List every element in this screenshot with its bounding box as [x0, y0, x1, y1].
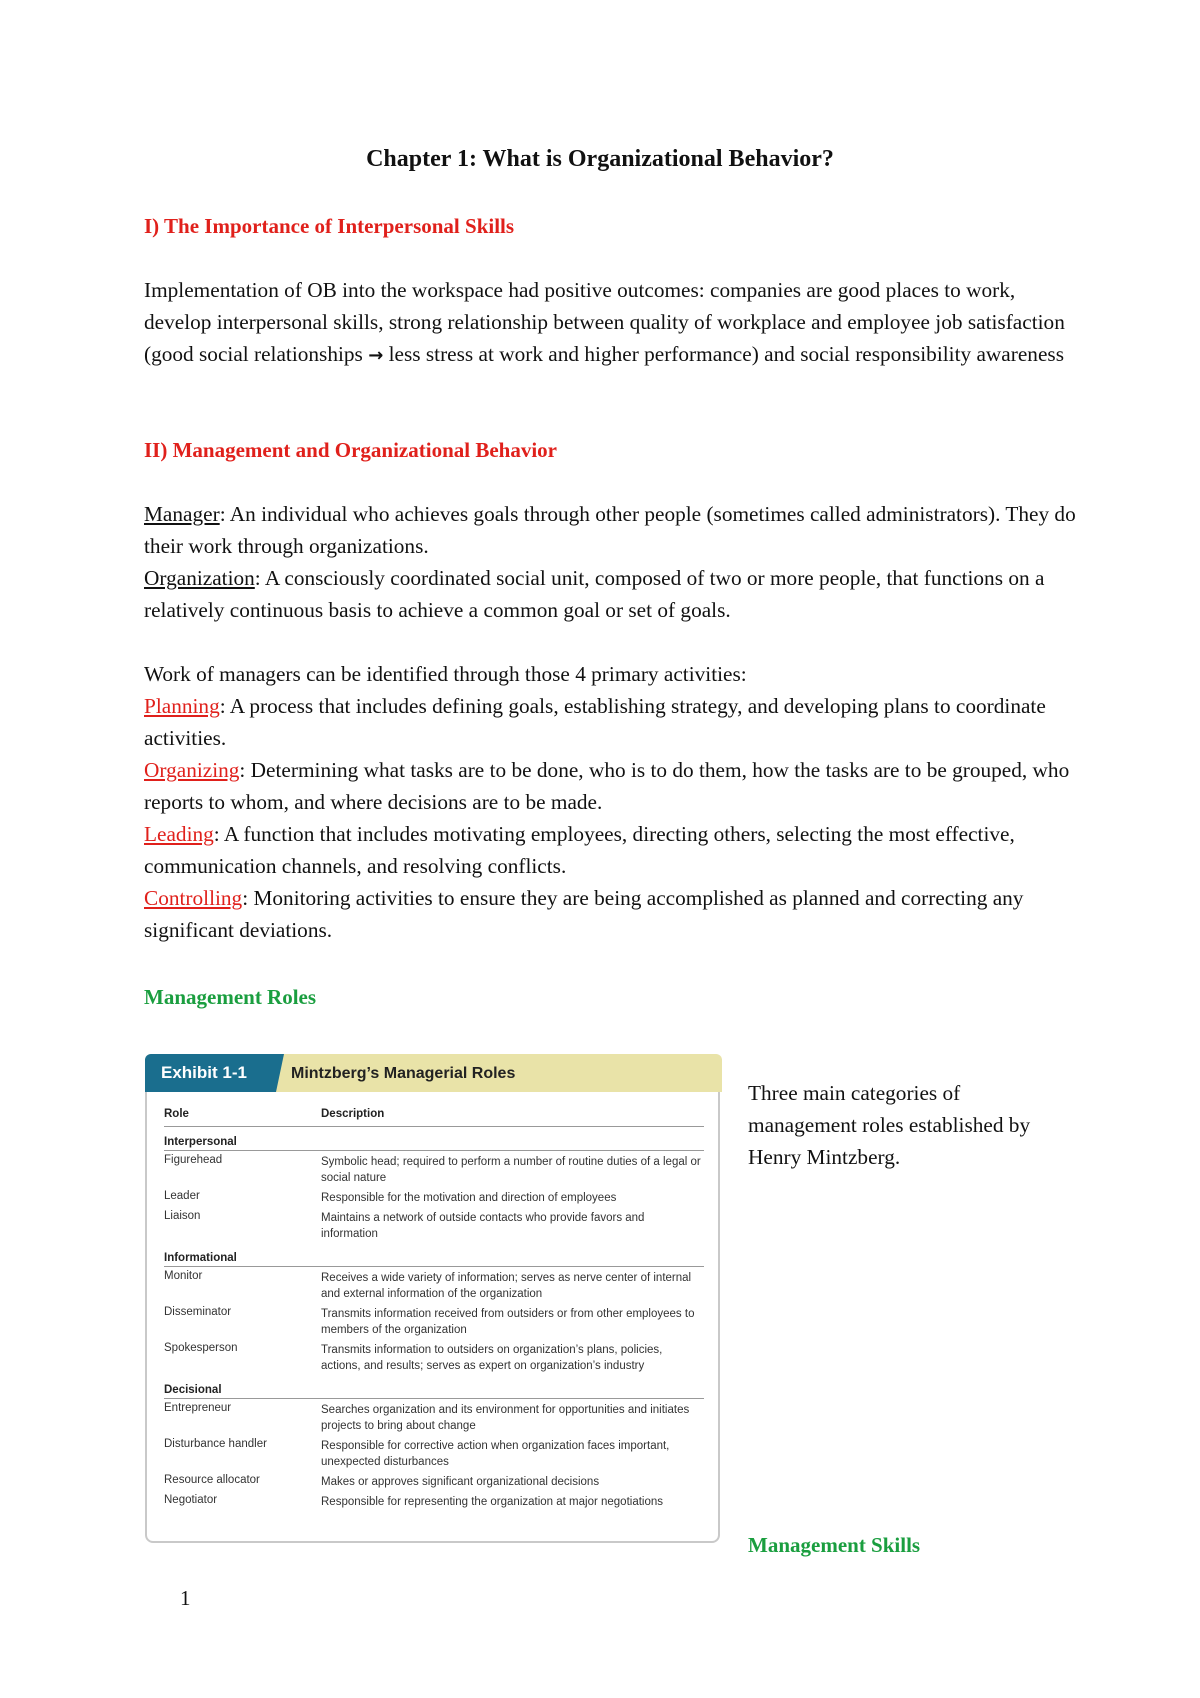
description-cell: Transmits information received from outsiders or from other employees to members of the organization — [321, 1308, 695, 1336]
table-row — [164, 1471, 704, 1491]
role-cell: Negotiator — [164, 1494, 218, 1506]
exhibit-tab: Exhibit 1-1 — [145, 1054, 276, 1092]
activity-controlling — [144, 882, 1079, 946]
table-row — [164, 1491, 704, 1511]
role-cell: Spokesperson — [164, 1342, 238, 1354]
activities-block — [144, 658, 1079, 946]
description-cell: Responsible for corrective action when organization faces important, unexpected disturbances — [321, 1440, 670, 1468]
side-note: Three main categories of management roles established by Henry Mintzberg. — [748, 1081, 1031, 1169]
section-1-text-b: less stress at work and higher performance) and social responsibility awareness — [383, 342, 1064, 366]
table-row — [164, 1207, 704, 1243]
description-cell: Maintains a network of outside contacts who provide favors and information — [321, 1212, 645, 1240]
column-description: Description — [321, 1108, 385, 1120]
description-cell: Transmits information to outsiders on organization’s plans, policies, actions, and results; serves as expert on organization’s industry — [321, 1344, 663, 1372]
role-cell: Disturbance handler — [164, 1438, 267, 1450]
term-controlling: Controlling — [144, 886, 243, 910]
term-manager: Manager — [144, 502, 220, 526]
management-roles-heading: Management Roles — [144, 985, 317, 1009]
activity-text: : A function that includes motivating employees, directing others, selecting the most effective, communication channels, and resolving conflicts. — [144, 822, 1015, 878]
table-row — [164, 1399, 704, 1435]
activity-text: : Determining what tasks are to be done, who is to do them, how the tasks are to be grouped, who reports to whom, and where decisions are to be made. — [144, 758, 1070, 814]
role-cell: Disseminator — [164, 1306, 232, 1318]
section-1-heading: I) The Importance of Interpersonal Skills — [144, 214, 515, 238]
section-1-paragraph — [144, 274, 1079, 372]
definition-text: : An individual who achieves goals through other people (sometimes called administrators). They do their work through organizations. — [144, 502, 1076, 558]
management-skills-heading: Management Skills — [748, 1533, 921, 1557]
definitions-block — [144, 498, 1079, 626]
role-cell: Monitor — [164, 1270, 203, 1282]
exhibit-title: Mintzberg’s Managerial Roles — [291, 1065, 516, 1082]
definition-text: : A consciously coordinated social unit, composed of two or more people, that functions on a relatively continuous basis to achieve a common goal or set of goals. — [144, 566, 1045, 622]
section-2-heading: II) Management and Organizational Behavior — [144, 438, 557, 462]
exhibit-tab-notch — [276, 1054, 284, 1092]
section-1-text-a: Implementation of OB into the workspace had positive outcomes: companies are good places to work, develop interpersonal skills, strong relationship between quality of workplace and employee job satisfaction (good social relationships — [144, 278, 1065, 366]
term-leading: Leading — [144, 822, 214, 846]
table-row — [164, 1187, 704, 1207]
category-informational: Informational — [164, 1246, 704, 1267]
page-number: 1 — [180, 1586, 191, 1610]
term-organizing: Organizing — [144, 758, 240, 782]
activity-leading — [144, 818, 1079, 882]
exhibit-table — [164, 1104, 704, 1511]
activity-planning — [144, 690, 1079, 754]
activity-text: : A process that includes defining goals, establishing strategy, and developing plans to coordinate activities. — [144, 694, 1046, 750]
role-cell: Leader — [164, 1190, 200, 1202]
role-cell: Figurehead — [164, 1154, 223, 1166]
exhibit-table-header — [164, 1104, 704, 1127]
table-row — [164, 1151, 704, 1187]
table-row — [164, 1267, 704, 1303]
role-cell: Entrepreneur — [164, 1402, 232, 1414]
arrow-right-icon: → — [368, 345, 384, 366]
chapter-title: Chapter 1: What is Organizational Behavior? — [366, 146, 834, 172]
description-cell: Symbolic head; required to perform a number of routine duties of a legal or social nature — [321, 1156, 701, 1184]
term-planning: Planning — [144, 694, 220, 718]
description-cell: Responsible for representing the organization at major negotiations — [321, 1496, 664, 1508]
table-row — [164, 1303, 704, 1339]
description-cell: Searches organization and its environment for opportunities and initiates projects to bring about change — [321, 1404, 690, 1432]
definition-organization — [144, 562, 1079, 626]
activity-text: : Monitoring activities to ensure they are being accomplished as planned and correcting any significant deviations. — [144, 886, 1024, 942]
column-role: Role — [164, 1108, 189, 1120]
table-row — [164, 1435, 704, 1471]
definition-manager — [144, 498, 1079, 562]
category-interpersonal: Interpersonal — [164, 1130, 704, 1151]
table-row — [164, 1339, 704, 1375]
activities-intro: Work of managers can be identified through those 4 primary activities: — [144, 662, 747, 686]
description-cell: Responsible for the motivation and direction of employees — [321, 1192, 617, 1204]
exhibit-header — [145, 1054, 722, 1092]
term-organization: Organization — [144, 566, 255, 590]
category-decisional: Decisional — [164, 1378, 704, 1399]
role-cell: Liaison — [164, 1210, 201, 1222]
activity-organizing — [144, 754, 1079, 818]
exhibit-1-1 — [145, 1054, 720, 1543]
role-cell: Resource allocator — [164, 1474, 260, 1486]
description-cell: Makes or approves significant organizational decisions — [321, 1476, 600, 1488]
description-cell: Receives a wide variety of information; serves as nerve center of internal and external information of the organization — [321, 1272, 692, 1300]
